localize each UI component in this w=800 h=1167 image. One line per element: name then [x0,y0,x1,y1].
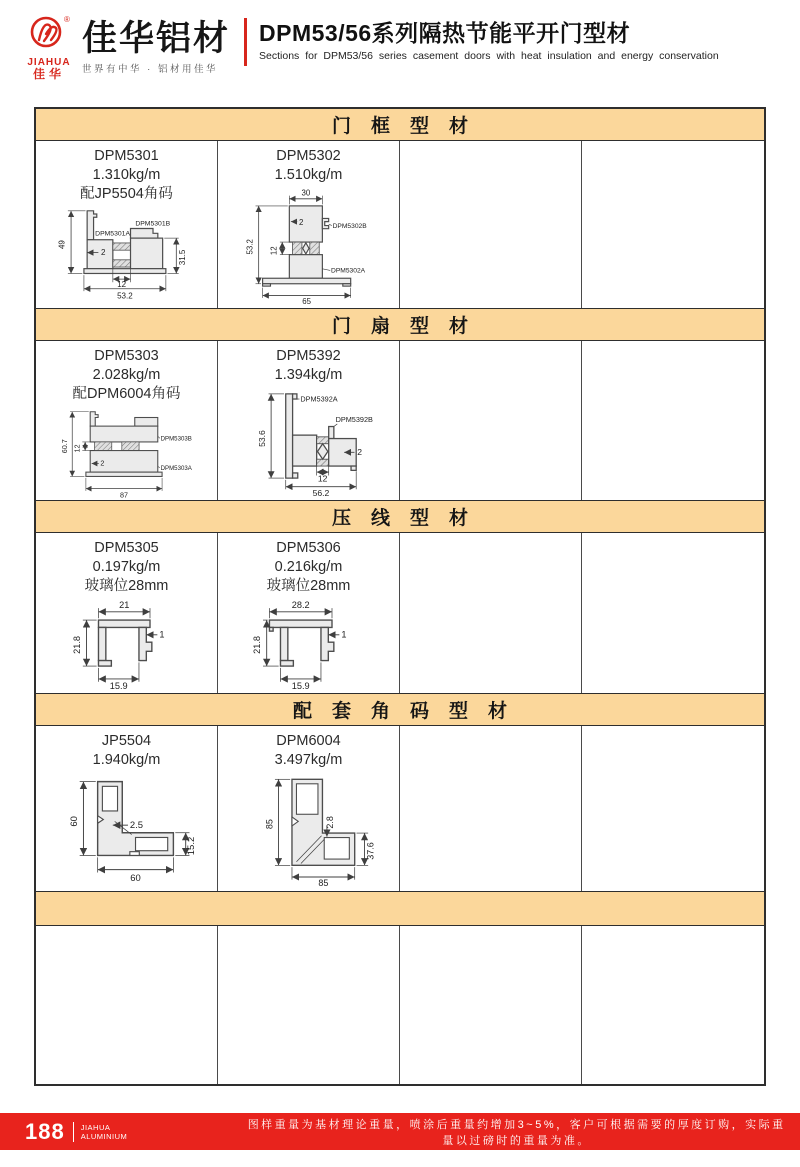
row-door-sash [36,341,764,500]
logo-brand-en: JIAHUA [27,57,71,68]
logo-emblem-icon [26,14,72,52]
dim-width: 56.2 [312,488,330,497]
section-title: 门框型材 [331,116,488,137]
company-tagline: 世界有中华 · 铝材用佳华 [82,64,218,75]
part-label-b: DPM5301B [135,220,171,228]
dim-wall: 2.8 [324,816,335,829]
profile-drawing-dpm5303 [60,406,193,498]
empty-cell [400,533,582,693]
profile-drawing-dpm6004 [240,772,378,887]
dim-width: 60 [129,873,141,884]
header-divider [244,18,247,66]
part-label-a: DPM5302A [330,267,365,275]
footer-brand-line1: JIAHUA [80,1122,111,1132]
dim-height: 60.7 [61,439,70,454]
title-block [259,20,719,62]
footer-divider [73,1122,74,1142]
empty-cell [582,726,764,891]
row-empty [36,926,764,1084]
section-header-door-sash [36,308,764,341]
part-label-b: DPM5302B [332,222,367,230]
profile-info [36,726,217,770]
empty-cell [36,926,218,1084]
section-title: 配套角码型材 [292,701,527,722]
part-label-a: DPM5303A [160,464,192,472]
dim-height: 85 [263,819,274,830]
dim-width: 53.2 [117,291,133,301]
profile-weight: 1.394kg/m [274,367,343,383]
dim-arm: 15.2 [185,836,197,856]
dim-break: 12 [117,280,127,290]
dim-wall: 2 [298,217,303,227]
profile-note: 配DPM6004角码 [72,386,181,402]
dim-wall: 1 [340,629,347,640]
profile-drawing-jp5504 [56,772,198,884]
company-block [82,20,230,75]
registered-mark: ® [64,15,70,24]
cell-dpm5301 [36,141,218,308]
profile-drawing-dpm5305 [67,598,187,690]
dim-top: 21 [118,600,129,611]
dim-height: 49 [57,240,67,250]
profile-info [218,533,399,596]
profile-info [218,141,399,185]
profile-code: DPM5303 [94,348,159,364]
profile-info [36,141,217,204]
dim-width: 65 [301,297,311,305]
profile-info [218,726,399,770]
section-header-glazing-bead [36,500,764,533]
part-label-a: DPM5301A [95,230,131,238]
cell-dpm5302 [218,141,400,308]
empty-cell [582,341,764,500]
series-title: DPM53/56系列隔热节能平开门型材 [259,20,631,46]
profile-code: DPM5392 [276,348,341,364]
profile-info [36,533,217,596]
footer-brand-line2: ALUMINIUM [80,1131,128,1141]
dim-bottom: 15.9 [291,681,310,690]
dim-break: 12 [269,246,279,256]
profile-note: 玻璃位28mm [84,578,169,594]
section-header-door-frame [36,109,764,141]
empty-cell [582,533,764,693]
empty-cell [582,141,764,308]
page-number: 188 [25,1118,65,1144]
dim-wall: 2 [357,446,363,457]
profile-note: 玻璃位28mm [266,578,351,594]
page-footer [0,1113,800,1150]
dim-height: 21.8 [71,635,82,654]
dim-width: 87 [119,491,128,498]
footer-brand [81,1123,128,1141]
company-logo [20,14,78,81]
company-name: 佳华铝材 [82,19,231,58]
profile-code: JP5504 [101,733,152,749]
profile-table [34,107,766,1086]
empty-cell [218,926,400,1084]
dim-height: 53.2 [244,239,254,255]
profile-weight: 3.497kg/m [274,752,343,768]
empty-cell [400,726,582,891]
profile-weight: 1.940kg/m [92,752,161,768]
profile-drawing-dpm5301 [55,206,198,304]
dim-arm: 37.6 [365,842,376,860]
series-subtitle: Sections for DPM53/56 series casement doors with heat insulation and energy conservation [259,50,719,62]
profile-code: DPM5305 [94,540,159,556]
profile-weight: 0.197kg/m [92,559,161,575]
empty-cell [400,341,582,500]
profile-drawing-dpm5306 [249,598,369,690]
row-glazing-bead [36,533,764,693]
cell-dpm5303 [36,341,218,500]
logo-brand-cn: 佳华 [32,67,65,81]
profile-note: 配JP5504角码 [80,186,173,202]
row-corner-cleat [36,726,764,891]
dim-height: 53.6 [257,430,268,447]
dim-wall: 2.5 [129,820,143,831]
dim-height: 21.8 [251,635,262,654]
profile-code: DPM5301 [94,148,159,164]
dim-break: 12 [317,473,328,484]
section-header-empty [36,891,764,926]
dim-top: 30 [300,188,310,198]
empty-cell [400,926,582,1084]
profile-weight: 2.028kg/m [92,367,161,383]
profile-info [218,341,399,385]
dim-wall: 2 [100,248,106,257]
profile-code: DPM5306 [276,540,341,556]
profile-drawing-dpm5392 [229,387,388,497]
part-label-b: DPM5392B [335,415,373,425]
dim-right-height: 31.5 [178,249,188,266]
cell-dpm6004 [218,726,400,891]
empty-cell [400,141,582,308]
dim-height: 60 [68,816,80,827]
dim-wall: 1 [158,629,165,640]
page-header [20,14,780,80]
profile-drawing-dpm5302 [239,187,379,305]
cell-jp5504 [36,726,218,891]
dim-break: 12 [73,444,82,453]
section-title: 压线型材 [331,508,488,529]
profile-code: DPM6004 [276,733,341,749]
profile-info [36,341,217,404]
row-door-frame [36,141,764,308]
cell-dpm5306 [218,533,400,693]
dim-top: 28.2 [291,600,310,611]
part-label-a: DPM5392A [300,394,338,404]
footer-notice: 图样重量为基材理论重量，喷涂后重量约增加3~5%，客户可根据需要的厚度订购，实际重量以过磅时的重量为准。 [247,1118,786,1147]
dim-width: 85 [317,877,328,887]
part-label-b: DPM5303B [160,435,192,443]
empty-cell [582,926,764,1084]
cell-dpm5392 [218,341,400,500]
profile-code: DPM5302 [276,148,341,164]
profile-weight: 1.510kg/m [274,167,343,183]
dim-wall: 2 [100,459,105,468]
dim-bottom: 15.9 [109,681,128,690]
profile-weight: 1.310kg/m [92,167,161,183]
section-header-corner-cleat [36,693,764,726]
cell-dpm5305 [36,533,218,693]
profile-weight: 0.216kg/m [274,559,343,575]
section-title: 门扇型材 [331,316,488,337]
